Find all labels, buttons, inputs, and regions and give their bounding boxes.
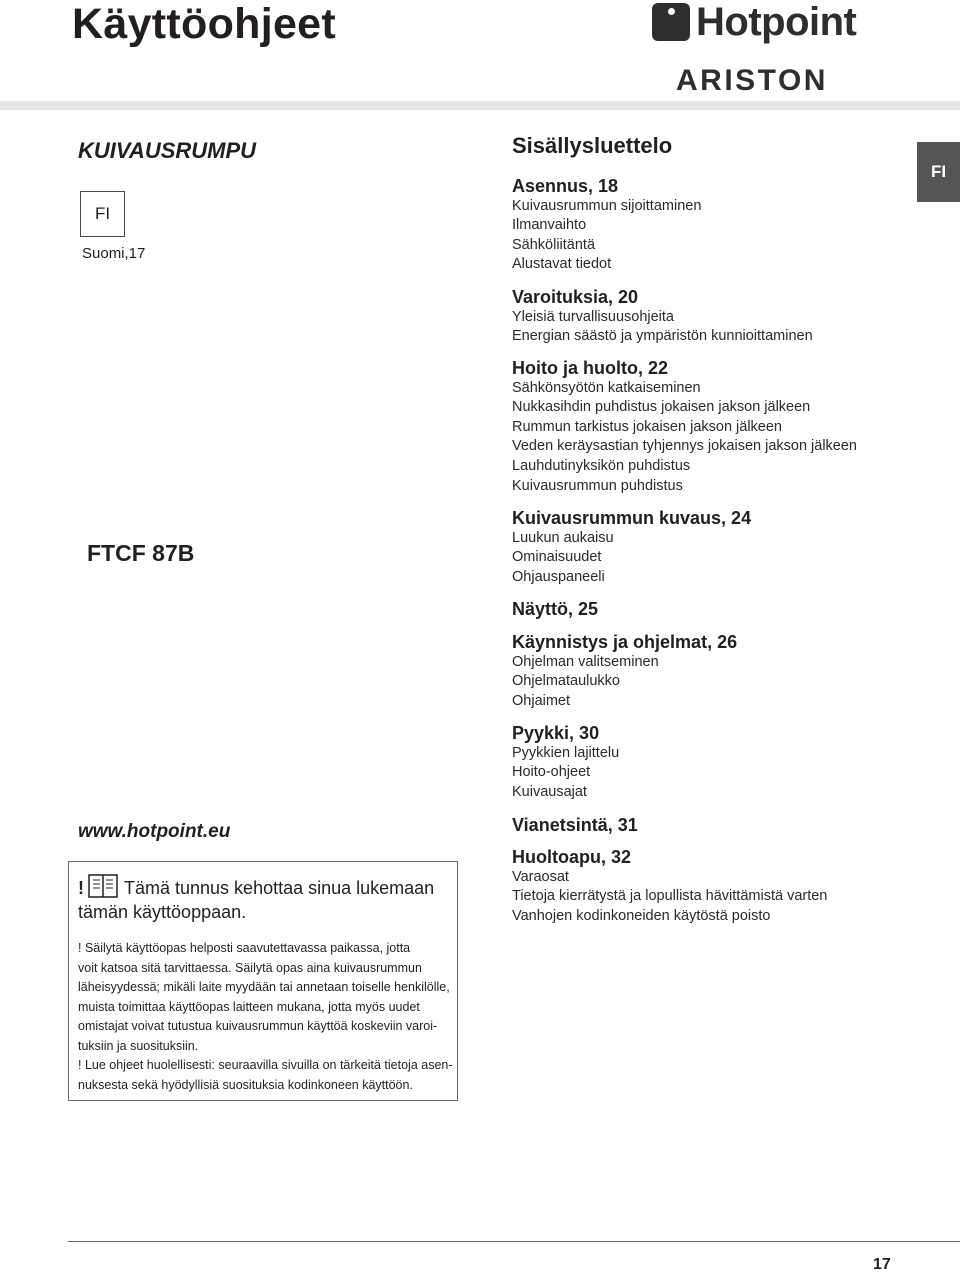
notice-line: ! Lue ohjeet huolellisesti: seuraavilla sivuilla on tärkeitä tietoja asen-	[78, 1058, 453, 1072]
brand-subname: ARISTON	[676, 64, 828, 97]
toc-item: Kuivausrummun sijoittaminen	[512, 197, 702, 214]
notice-lead	[78, 874, 453, 922]
brand-mark-icon	[652, 3, 690, 41]
toc-item: Luukun aukaisu	[512, 529, 614, 546]
open-book-icon	[88, 874, 118, 902]
language-code-box: FI	[80, 191, 125, 237]
header-divider	[0, 101, 960, 110]
toc-item: Yleisiä turvallisuusohjeita	[512, 308, 674, 325]
toc-item: Kuivausajat	[512, 783, 587, 800]
toc-item: Sähkönsyötön katkaiseminen	[512, 379, 701, 396]
toc-heading: Varoituksia, 20	[512, 287, 639, 307]
toc-item: Hoito-ohjeet	[512, 764, 591, 781]
language-tab: FI	[917, 142, 960, 202]
toc-heading: Vianetsintä, 31	[512, 815, 638, 835]
website-link[interactable]: www.hotpoint.eu	[78, 821, 231, 842]
model-name: FTCF 87B	[87, 540, 195, 566]
toc-item: Nukkasihdin puhdistus jokaisen jakson jälkeen	[512, 399, 811, 416]
toc-heading: Asennus, 18	[512, 176, 619, 196]
notice-line: tuksiin ja suosituksiin.	[78, 1038, 199, 1053]
footer-rule	[68, 1241, 960, 1242]
toc-item: Vanhojen kodinkoneiden käytöstä poisto	[512, 907, 771, 924]
notice-line: nuksesta sekä hyödyllisiä suosituksia kodinkoneen käyttöön.	[78, 1077, 413, 1092]
toc-heading: Näyttö, 25	[512, 599, 599, 619]
language-page-ref: Suomi,17	[82, 245, 146, 262]
toc-heading: Huoltoapu, 32	[512, 847, 632, 867]
toc-item: Energian säästö ja ympäristön kunnioittaminen	[512, 328, 813, 345]
toc-item: Alustavat tiedot	[512, 256, 612, 273]
toc-item: Ominaisuudet	[512, 549, 602, 566]
toc-item: Kuivausrummun puhdistus	[512, 477, 683, 494]
toc-item: Ohjelman valitseminen	[512, 653, 659, 670]
toc-item: Veden keräysastian tyhjennys jokaisen jakson jälkeen	[512, 438, 857, 455]
toc-heading: Käynnistys ja ohjelmat, 26	[512, 632, 738, 652]
toc-heading: Pyykki, 30	[512, 723, 600, 743]
page-title: Käyttöohjeet	[72, 0, 337, 48]
toc-heading: Hoito ja huolto, 22	[512, 358, 668, 378]
toc-item: Sähköliitäntä	[512, 236, 596, 253]
notice-lead-text: Tämä tunnus kehottaa sinua lukemaan tämän käyttöoppaan.	[78, 878, 435, 922]
toc-item: Varaosat	[512, 868, 569, 885]
toc-item: Lauhdutinyksikön puhdistus	[512, 457, 691, 474]
brand-logo	[652, 2, 888, 98]
brand-name: Hotpoint	[696, 0, 857, 44]
notice-line: omistajat voivat tutustua kuivausrummun käyttöä koskeviin varoi-	[78, 1019, 438, 1033]
toc-heading: Kuivausrummun kuvaus, 24	[512, 508, 752, 528]
notice-line: muista toimittaa käyttöopas laitteen mukana, jotta myös uudet	[78, 999, 420, 1014]
toc-item: Ohjauspaneeli	[512, 568, 605, 585]
toc-item: Ilmanvaihto	[512, 217, 587, 234]
toc-item: Ohjaimet	[512, 692, 571, 709]
toc-item: Ohjelmataulukko	[512, 673, 620, 690]
notice-line: läheisyydessä; mikäli laite myydään tai annetaan toiselle henkilölle,	[78, 980, 450, 994]
toc-title: Sisällysluettelo	[512, 133, 673, 158]
product-type: KUIVAUSRUMPU	[78, 138, 257, 163]
page-number: 17	[873, 1256, 891, 1273]
notice-body	[78, 939, 453, 1095]
toc-item: Pyykkien lajittelu	[512, 744, 620, 761]
notice-mark: !	[78, 878, 84, 898]
toc-item: Rummun tarkistus jokaisen jakson jälkeen	[512, 418, 782, 435]
notice-line: ! Säilytä käyttöopas helposti saavutettavassa paikassa, jotta	[78, 941, 411, 955]
notice-line: voit katsoa sitä tarvittaessa. Säilytä opas aina kuivausrummun	[78, 960, 422, 975]
toc-item: Tietoja kierrätystä ja lopullista hävittämistä varten	[512, 888, 828, 905]
